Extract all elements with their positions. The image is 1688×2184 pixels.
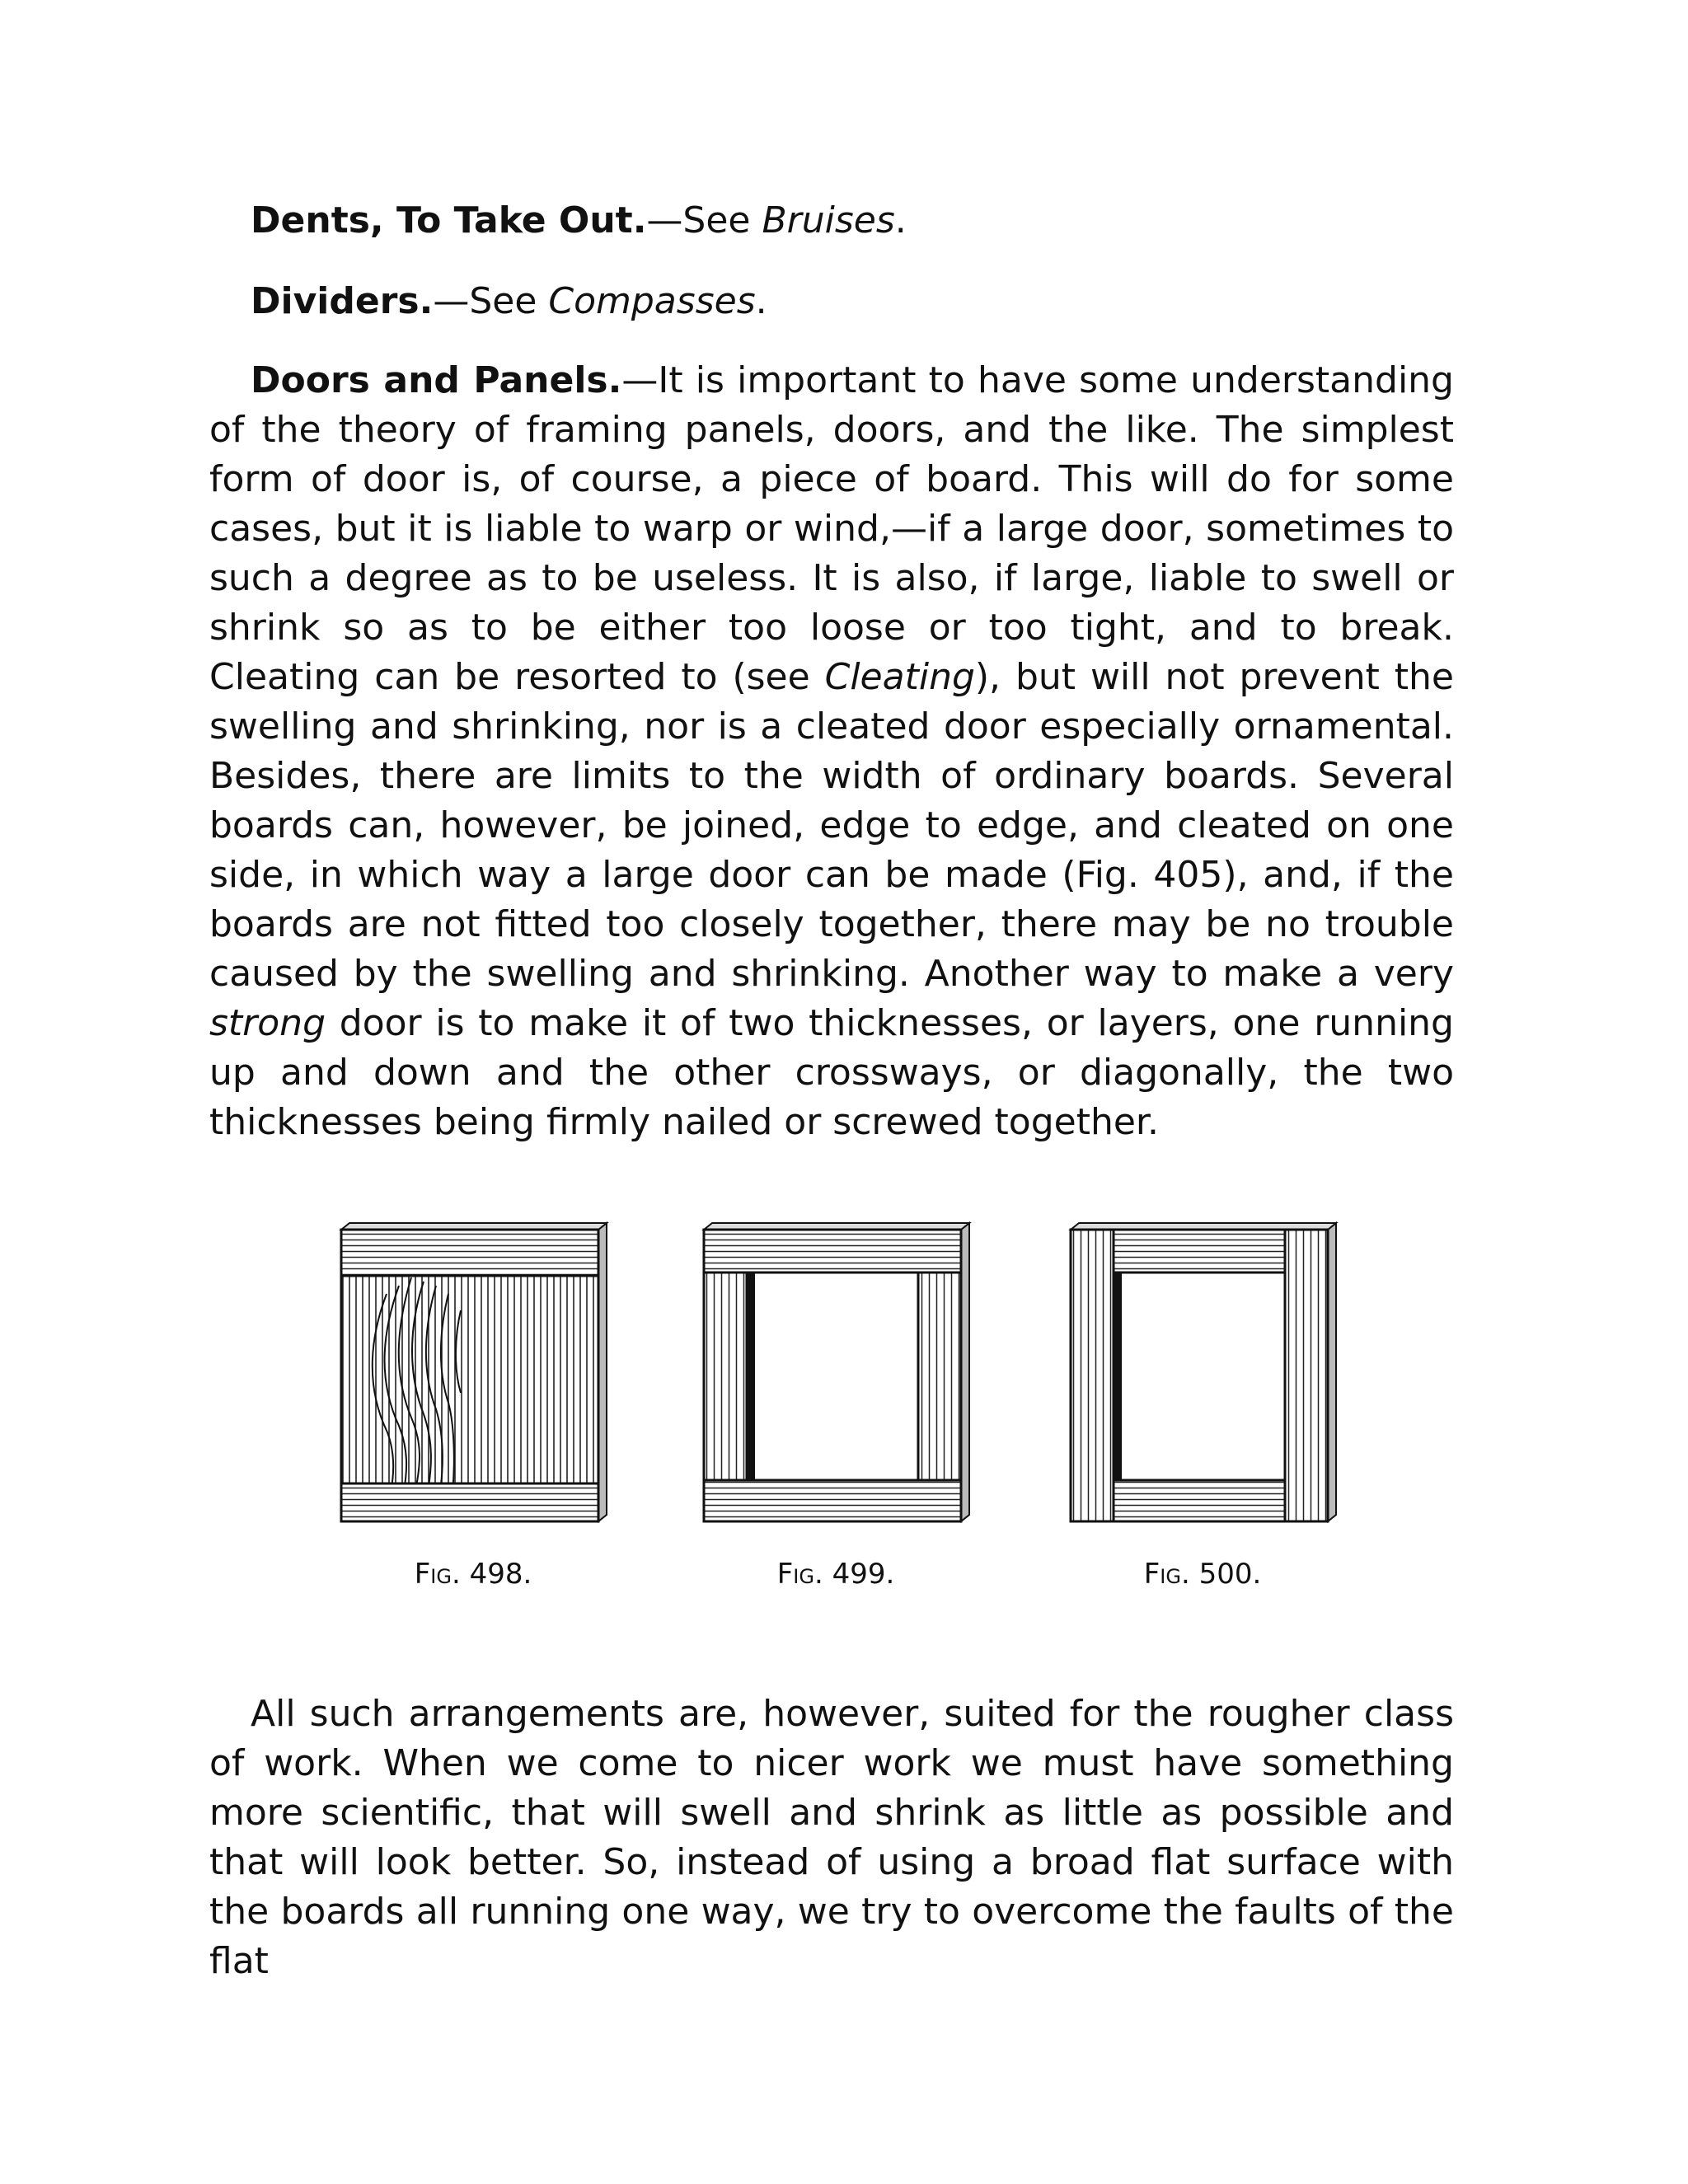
entry-doors-text1: —It is important to have some understanding of the theory of framing panels, doors, and the like. The simplest form of door is, of course, a piece of board. This will do for some cases, but it is liable to warp or wind,—if a large door, sometimes to such a degree as to be useless. It is also, if large, liable to swell or shrink so as to be either too loose or too tight, and to break. Cleating can be resorted to (see [209, 359, 1454, 698]
figure-498-label: Fig. [414, 1558, 461, 1591]
entry-dividers-head: Dividers. [251, 280, 434, 322]
entry-dividers-end: . [755, 280, 767, 322]
figure-500-number: 500. [1198, 1558, 1262, 1591]
entry-doors [209, 356, 1454, 1147]
entry-doors-ref: Cleating [824, 656, 975, 698]
entry-doors-emph: strong [209, 1002, 326, 1044]
entry-dents [209, 196, 1454, 246]
figure-500-label: Fig. [1143, 1558, 1190, 1591]
figure-498 [333, 1220, 613, 1607]
entry-doors-head: Doors and Panels. [251, 359, 622, 401]
entry-dents-end: . [894, 199, 907, 241]
figures-row [209, 1220, 1454, 1607]
cleated-panel-illustration [333, 1220, 613, 1549]
entry-dividers-see: —See [433, 280, 549, 322]
figure-500-caption [1062, 1556, 1343, 1592]
figure-500 [1062, 1220, 1343, 1607]
paragraph-all-such: All such arrangements are, however, suited for the rougher class of work. When we come to nicer work we must have something more scientific, that will swell and shrink as little as possible and that will look better. So, instead of using a broad flat surface with the boards all running one way, we try to overcome the faults of the flat [209, 1693, 1454, 1982]
figure-499-label: Fig. [776, 1558, 823, 1591]
entry-doors-text3: door is to make it of two thicknesses, or layers, one running up and down and the other crossways, or diagonally, the two thicknesses being firmly nailed or screwed together. [209, 1002, 1454, 1143]
entry-dividers-ref: Compasses [548, 280, 756, 322]
frame-illustration [696, 1220, 976, 1549]
figure-498-caption [333, 1556, 613, 1592]
entry-dents-see: —See [646, 199, 762, 241]
entry-dents-head: Dents, To Take Out. [251, 199, 647, 241]
page [209, 0, 1454, 2184]
entry-dents-ref: Bruises [762, 199, 895, 241]
figure-498-number: 498. [469, 1558, 532, 1591]
figure-499-caption [696, 1556, 976, 1592]
entry-dividers [209, 277, 1454, 326]
figure-499 [696, 1220, 976, 1607]
frame-long-stiles-illustration [1062, 1220, 1343, 1549]
entry-doors-text2: ), but will not prevent the swelling and shrinking, nor is a cleated door especially ornamental. Besides, there are limits to the width of ordinary boards. Several boards can, however, be joined, edge to edge, and cleated on one side, in which way a large door can be made (Fig. 405), and, if the boards are not fitted too closely together, there may be no trouble caused by the swelling and shrinking. Another way to make a very [209, 656, 1455, 995]
figure-499-number: 499. [832, 1558, 895, 1591]
